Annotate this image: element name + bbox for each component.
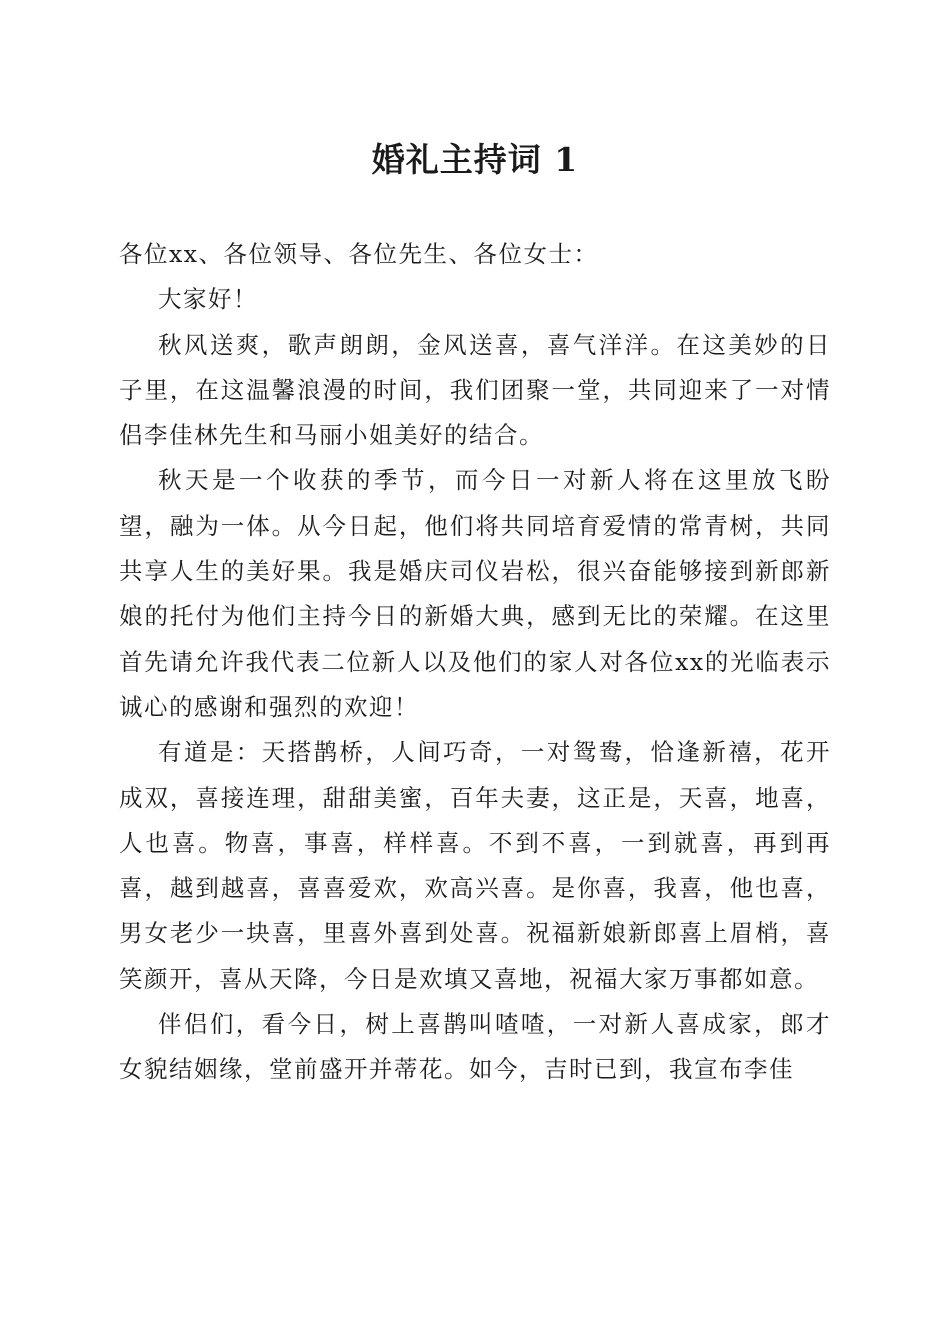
body-paragraph: 有道是：天搭鹊桥，人间巧奇，一对鸳鸯，恰逢新禧，花开成双，喜接连理，甜甜美蜜，百年夫妻，这正是，天喜，地喜，人也喜。物喜，事喜，样样喜。不到不喜，一到就喜，再到再喜，越到越喜，喜喜爱欢，欢高兴喜。是你喜，我喜，他也喜，男女老少一块喜，里喜外喜到处喜。祝福新娘新郎喜上眉梢，喜笑颜开，喜从天降，今日是欢填又喜地，祝福大家万事都如意。 [119,738,831,993]
document-body [119,232,831,1093]
page-title: 婚礼主持词 1 [371,140,579,179]
body-paragraph: 秋风送爽，歌声朗朗，金风送喜，喜气洋洋。在这美妙的日子里，在这温馨浪漫的时间，我们团聚一堂，共同迎来了一对情侣李佳林先生和马丽小姐美好的结合。 [119,330,831,450]
body-paragraph: 秋天是一个收获的季节，而今日一对新人将在这里放飞盼望，融为一体。从今日起，他们将共同培育爱情的常青树，共同共享人生的美好果。我是婚庆司仪岩松，很兴奋能够接到新郎新娘的托付为他们主持今日的新婚大典，感到无比的荣耀。在这里首先请允许我代表二位新人以及他们的家人对各位xx的光临表示诚心的感谢和强烈的欢迎！ [119,466,831,721]
body-paragraph: 伴侣们，看今日，树上喜鹊叫喳喳，一对新人喜成家，郎才女貌结姻缘，堂前盛开并蒂花。如今，吉时已到，我宣布李佳 [119,1010,831,1084]
greeting-paragraph: 大家好！ [158,285,258,314]
salutation-paragraph: 各位xx、各位领导、各位先生、各位女士： [119,240,599,268]
